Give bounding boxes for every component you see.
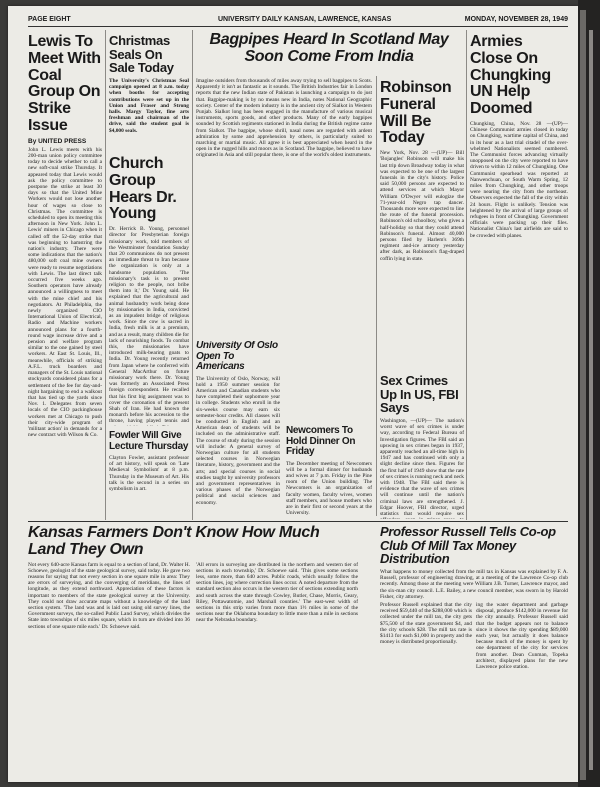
headline: Kansas Farmers Don't Know How Much Land They Own — [28, 525, 320, 558]
column-rule — [466, 30, 467, 520]
story-robinson — [380, 80, 464, 370]
story-sex-crimes — [380, 374, 464, 519]
headline: University Of Oslo Open To Americans — [196, 341, 278, 372]
issue-date: MONDAY, NOVEMBER 28, 1949 — [464, 16, 568, 23]
byline: By UNITED PRESS — [28, 137, 87, 145]
story-kansas-farmers — [28, 525, 358, 777]
story-armies — [470, 34, 568, 518]
headline: Newcomers To Hold Dinner On Friday — [286, 426, 356, 457]
story-body: The University of Oslo, Norway, will hold a 1950 summer session for American and Canadian students who have completed their sophomore year in college. Students who enroll in the six-weeks course may earn six semester-hour credits. All classes will be conducted in English and an American dean of students will be included on the administrative staff. The course of study during the session will include: A general survey of Norwegian culture for all students selected courses in Norwegian literature, history, government and the arts; and special courses in social studies taught by university professors and government representatives in various phases of the Norwegian political and social sciences and economy. — [196, 375, 280, 506]
masthead — [28, 14, 568, 27]
story-newcomers — [286, 426, 372, 519]
story-body: The December meeting of Newcomers will be a formal dinner for husbands and wives at 7 p.m. Friday in the Pine room of the Union building. The Newcomers is an organization of faculty women, faculty wives, women staff members, and house mothers who are in their first or second years at the University. — [286, 460, 372, 517]
column-rule — [192, 30, 193, 520]
story-bagpipes — [196, 78, 372, 338]
story-fowler — [109, 431, 189, 517]
paper-title: UNIVERSITY DAILY KANSAN, LAWRENCE, KANSAS — [218, 16, 392, 23]
story-body: Imagine outsiders from thousands of miles away trying to sell bagpipes to Scots. Apparently it isn't as fantastic as it sounds. The British Industries fair in London reports that the new Indian state of Pakistan is launching a campaign to do just that. Bagpipe-making is by no means new in India, notes National Geographic society. Center of the modern industry is in the ancient city of Sialkot in Western Punjab. Sialkot long has been engaged in the manufacture of various musical instruments, sports goods, and other products. Many of the early bagpipes sounded by Scottish regiments stationed in India during the British regime came from Sialkot. The bagpipe, whose shrill, nasal notes are regarded with ardent admiration by some and apprehension by others, is particularly suited to marching or martial music. All agree it is best appreciated when heard in the open in the rugged hills and moors as in Scotland. The bagpipe, believed to have originated in Asia and still popular there, is one of the world's oldest instruments. — [196, 78, 372, 159]
story-christmas — [109, 34, 189, 154]
story-church — [109, 156, 189, 426]
story-body: The University's Christmas Seal campaign opened at 8 a.m. today when booths for accepting contributions were set up in the Union and Fraser and Strong halls. Margy Taylor, fine arts freshman and chairman of the drive, said the student goal is $4,000 seals. — [109, 77, 189, 134]
column-rule — [105, 30, 106, 520]
story-body: Not every 640-acre Kansas farm is equal to a section of land, Dr. Walter H. Schoewe, geologist of the state geological survey, said today. He gave two reasons for saying that not every section in one square mile in area: They are errors of surveying, and the converging of meridians, the lines of longitude, as they extend northward. Appreciation of these factors is important to members of the state geological survey at the University. They could not draw accurate maps without a knowledge of the land section system. 'The land was and is laid out using old survey lines, the Government surveys, the so-called Public Land Survey, which divides the State into townships of six miles square, which in turn are divided into 36 sections of one square mile each.' Dr. Schoewe said. — [28, 561, 190, 630]
bagpipes-headline-box — [196, 32, 462, 74]
headline: Professor Russell Tells Co-op Club Of Mill Tax Money Distribution — [380, 525, 556, 567]
headline: Christmas Seals On Sale Today — [109, 34, 174, 76]
headline: Armies Close On Chungking UN Help Doomed — [470, 34, 551, 118]
story-lewis — [28, 34, 102, 518]
story-body: What happens to money collected from the mill tax in Kansas was explained by F. A. Russell, professor of engineering drawing, at a meeting of the Lawrence Co-op club recently. Among those at the meeting were William J.B. Turner, Lawrence mayor, and the six-man city council. L.E. Bailey, a new council member, was sworn in by Harold Fisher, city attorney. — [380, 568, 568, 600]
headline: Bagpipes Heard In Scotland May Soon Come From India — [209, 32, 449, 65]
headline: Robinson Funeral Will Be Today — [380, 80, 452, 147]
binding-spine — [578, 0, 600, 787]
headline: Lewis To Meet With Coal Group On Strike Issue — [28, 34, 101, 134]
story-body: Washington, —(UP)— The nation's worst wave of sex crimes is under way, according to Federal Bureau of Investigation figures. The FBI said an upswing in sex crimes began in 1937, apparently reached an all-time high in 1947 and has continued with only a slight decline since then. Figures for the first half of 1949 show that the rate of sex crimes is running neck and neck with 1948. The FBI said there is evidence that the wave of sex crimes will continue until the nation's criminal laws are strengthened. J. Edgar Hoover, FBI director, urged statistics that would require sex — [380, 417, 464, 517]
newspaper-page — [8, 6, 578, 782]
story-body: John L. Lewis meets with his 200-man union policy committee today to decide whether to call a new soft-coal strike Thursday. It appeared today that Lewis would ask the policy committee to postpone the strike at least 30 days so that the United Mine Workers would not lose another hour of wages so close to Christmas. The committee is scheduled to open its meeting this afternoon in New York. John L. Lewis' miners in Chicago when it called off the 52-day strike that was beginning to hamstring the nation's industry. There were some indications that the nation's 480,000 soft coal mine owners were ready to resume negotiations with Lewis. The last direct talk occurred five weeks ago. Southern operators have already announced a willingness to meet with the mine chief and his negotiators. At Philadelphia, the newly organized CIO International Union of Electrical, Radio and Machine workers announced plans for a fourth-round wage increase drive and a pension and welfare program similar to the one gained by steel workers. At East St. Louis, Ill., meanwhile, officials of striking A.F.L. truck boarders and managers of the St. Louis national stockyards considered plans for a settlement of the fee for day-and-night bargaining to end a walkout that has tied up the yards since Nov. 1. Delegates from seven locals of the CIO packinghouse workers met at Chicago to push their city-wide program of 'militant action' in demands for a new contract with Wilson & Co. — [28, 146, 102, 439]
section-rule — [28, 521, 568, 522]
story-body-continued: ing the water department and garbage disposal, produce $142,000 in revenue for the city annually. Professor Russell said that the budget appears not to balance since it shows the city spending $89,000 each year, but actually it does balance because much of the money is spent by one department of the city for services from another. Dean Cunman, Topeka architect, displayed plans for the new Lawrence police station. — [476, 601, 568, 670]
story-body: Clayton Fowler, assistant professor of art history, will speak on 'Late Medieval Symbolism' at 8 p.m. Thursday in the Museum of Art. His talk is the second in a series on symbolism in art. — [109, 455, 189, 493]
story-russell — [380, 525, 568, 777]
column-rule — [376, 76, 377, 516]
headline: Fowler Will Give Lecture Thursday — [109, 431, 189, 452]
page-number: PAGE EIGHT — [28, 16, 71, 23]
story-body: Dr. Herrick B. Young, personnel director for Presbyterian foreign missionary work, told members of the Westminster foundation Sunday that 20 communions do not present an immediate threat to Iran because the organization is only at a handsome population. 'The missionary's task is to present religion to the people, not bribe them into it,' Dr. Young said. He explained that the agricultural and animal husbandry work being done by missionaries in India, convicted as an impudent bridge of religious work. Since the cow is sacred in India, fresh milk is at a premium, and as a result, many children die for lack of nourishing foods. To combat this, the missionaries have introduced milk-bearing goats to India. Dr. Young recently returned from Japan where he conferred with General MacArthur on future missionary work there. Dr. Young was formerly an Associated Press foreign correspondent. He recalled that his first big assignment was to cover the coronation of the present Shah of Iran. He had known the monarch before his accession to the throne, having played tennis and — [109, 226, 189, 425]
story-body: New York, Nov. 28 —(UP)— Bill 'Bojangles' Robinson will make his last trip down Broadway today in what was expected to be one of the largest funerals in the city's history. Police said 50,000 persons are expected to attend services at which Mayor William O'Dwyer will eulogize the 71-year-old Negro tap dancer. Thousands more were expected to line the route of the funeral procession. Robinson's old schoolboy, who gives a half-holiday so that they could attend Robinson's funeral. Almost 40,000 persons filed by Harlem's 369th regiment and-ice armory yesterday after dark, as Robinson's flag-draped coffin lying in state. — [380, 150, 464, 262]
headline: Sex Crimes Up In US, FBI Says — [380, 374, 459, 416]
story-body-continued: 'All errors in surveying are distributed in the northern and western tier of sections in each township,' Dr. Schoewe said. 'This gives some sections less, some more, than 640 acres. Public roads, which usually follow the section lines, jog where correction lines occur. A noted departure from the standard section also occurs in the western tier of sections extending north and south across the state through Cowley, Butler, Chase, Morris, Geary, Riley, Pottawatomie, and Marshall counties.' The east-west width of sections in this strip varies from more than 1½ miles in some of the sections near the Oklahoma boundary to little more than a mile in sections near the Nebraska boundary. — [196, 561, 358, 624]
story-body-continued: Professor Russell explained that the city received $59,440 of the $288,000 which is collected under the mill tax, the city gets $75,500 of the state government $4, and the city schools $28. The mill tax rate is $1413 for each $1,000 in property and the money is distributed proportionally. — [380, 601, 472, 646]
headline: Church Group Hears Dr. Young — [109, 156, 177, 223]
story-body: Chungking, China, Nov. 28 —(UP)— Chinese Communist armies closed in today on Chungking, wartime capital of China, and in its hour as a last trial citadel of the over-whelmed Nationalists seemed numbered. The Communist forces advancing virtually unopposed on the city were reported to have driven to within 12 miles of Chungking. One Communist spearhead was reported at Nanwenchuan, or South Warm Spring, 12 miles from Chungking, and other troops were nearing the city from the northeast. Observers expected the fall of the city within 24 hours. Flight is unlikely. Tension was heightened by the arrival of large groups of refugees in front of Chungking. Government officials were packing up their files. Nationalist China's last airfields are said to be crowded with planes. — [470, 120, 568, 239]
story-oslo — [196, 341, 280, 519]
